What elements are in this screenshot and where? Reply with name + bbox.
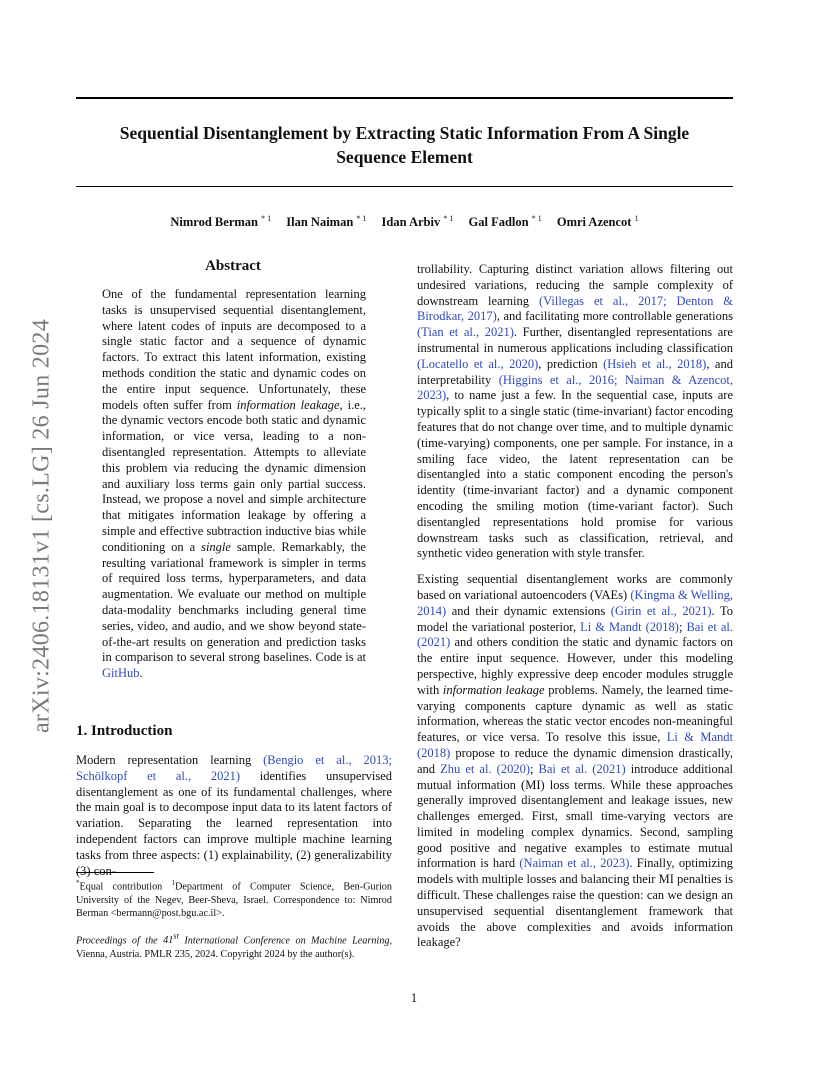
citation-link[interactable]: Zhu et al. (2020) — [440, 761, 530, 776]
title-bottom-rule — [76, 186, 733, 187]
citation-link[interactable]: (Tian et al., 2021) — [417, 325, 514, 340]
citation-link[interactable]: Li & Mandt (2018) — [417, 730, 733, 760]
title-line-1: Sequential Disentanglement by Extracting Static Information From A Single — [119, 123, 690, 143]
citation-link[interactable]: (Girin et al., 2021) — [610, 603, 712, 618]
citation-link[interactable]: (Naiman et al., 2023) — [519, 856, 630, 871]
paragraph: trollability. Capturing distinct variation allows filtering out undesired variations, reducing the sample complexity of downstream learning (Villegas et al., 2017; Denton & Birodkar, 2017), and facilitating more controllable generations (Tian et al., 2021). Further, disentangled representations are instrumental in numerous applications including classification (Locatello et al., 2020), prediction (Hsieh et al., 2018), and interpretability (Higgins et al., 2016; Naiman & Azencot, 2023), to name just a few. In the sequential case, inputs are typically split to a single static (time-invariant) factor encoding features that do not change over time, and to multiple dynamic (time-varying) components, one per sample. For instance, in a smiling face video, the latent representation can be disentangled into a static component encoding the person's identity (time-invariant factor) and a dynamic component encoding the smiling motion (time-variant factor). Such disentangled representations hold promise for various downstream tasks such as classification, retrieval, and synthetic video generation with style transfer. — [417, 262, 733, 561]
right-column — [417, 262, 733, 951]
footnote-rule — [76, 872, 154, 873]
arxiv-identifier: arXiv:2406.18131v1 [cs.LG] 26 Jun 2024 — [28, 318, 55, 734]
proceedings-note: Proceedings of the 41st International Conference on Machine Learning, Vienna, Austria. PMLR 235, 2024. Copyright 2024 by the author(s). — [76, 931, 392, 960]
page-number: 1 — [410, 991, 418, 1005]
citation-link[interactable]: (Bengio et al., 2013; Schölkopf et al., 2021) — [76, 753, 392, 783]
author: Gal Fadlon $^{* 1}$ — [468, 214, 542, 230]
abstract-body: One of the fundamental representation learning tasks is unsupervised sequential disentanglement, where latent codes of inputs are decomposed to a single static factor and a sequence of dynamic factors. To extract this latent information, existing methods condition the static and dynamic codes on the entire input sequence. Unfortunately, these models often suffer from information leakage, i.e., the dynamic vectors encode both static and dynamic information, or vice versa, leading to a non-disentangled representation. Attempts to alleviate this problem via reducing the dynamic dimension and auxiliary loss terms gain only partial success. Instead, we propose a novel and simple architecture that mitigates information leakage by offering a simple and effective subtraction inductive bias while conditioning on a single sample. Remarkably, the resulting variational framework is simpler in terms of required loss terms, hyperparameters, and data augmentation. We evaluate our method on multiple data-modality benchmarks including general time series, video, and audio, and we show beyond state-of-the-art results on generation and prediction tasks in comparison to several strong baselines. Code is at GitHub. — [102, 287, 366, 681]
section-heading-introduction: 1. Introduction — [76, 723, 173, 739]
author: Omri Azencot $^1$ — [556, 214, 639, 230]
author: Nimrod Berman $^{* 1}$ — [170, 214, 272, 230]
citation-link[interactable]: (Higgins et al., 2016; Naiman & Azencot, 2023) — [417, 372, 733, 403]
author: Ilan Naiman $^{* 1}$ — [286, 214, 367, 230]
title-line-2: Sequence Element — [336, 147, 473, 167]
citation-link[interactable]: Bai et al. (2021) — [538, 761, 626, 776]
footnote: *Equal contribution $^1$Department of Computer Science, Ben-Gurion University of the Negev, Beer-Sheva, Israel. Correspondence to: Nimrod Berman <bermann@post.bgu.ac.il>. — [76, 879, 392, 920]
paper-title — [76, 121, 733, 169]
author: Idan Arbiv $^{* 1}$ — [381, 214, 454, 230]
citation-link[interactable]: Li & Mandt (2018) — [580, 619, 679, 634]
top-rule — [76, 97, 733, 99]
paragraph: Existing sequential disentanglement works are commonly based on variational autoencoders (VAEs) (Kingma & Welling, 2014) and their dynamic extensions (Girin et al., 2021). To model the variational posterior, Li & Mandt (2018); Bai et al. (2021) and others condition the static and dynamic factors on the entire input sequence. However, under this modeling perspective, highly expressive deep encoder modules struggle with information leakage problems. Namely, the learned time-varying components capture dynamic as well as static information, whereas the static vector encodes non-meaningful features, or vice versa. To resolve this issue, Li & Mandt (2018) propose to reduce the dynamic dimension drastically, and Zhu et al. (2020); Bai et al. (2021) introduce additional mutual information (MI) loss terms. While these approaches generally improved disentanglement and leakage issues, new challenges emerged. First, small time-varying vectors are limited in modeling complex dynamics. Second, sampling good positive and negative examples to estimate mutual information is hard (Naiman et al., 2023). Finally, optimizing models with multiple losses and balancing their MI penalties is difficult. These challenges raise the question: can we design an unsupervised sequential disentanglement framework that avoids the above complexities and avoids information leakage? — [417, 572, 733, 950]
intro-paragraph: Modern representation learning (Bengio et al., 2013; Schölkopf et al., 2021) identifies unsupervised disentanglement as one of its fundamental challenges, where the main goal is to decompose input data to its latent factors of variation. Separating the learned representation into independent factors can improve multiple machine learning tasks from three aspects: (1) explainability, (2) generalizability (3) con- — [76, 753, 392, 878]
abstract-heading: Abstract — [205, 258, 261, 274]
citation-link[interactable]: (Hsieh et al., 2018) — [603, 356, 707, 371]
citation-link[interactable]: (Locatello et al., 2020) — [417, 356, 539, 371]
author-list — [76, 214, 733, 230]
citation-link[interactable]: (Kingma & Welling, 2014) — [417, 587, 733, 618]
citation-link[interactable]: (Villegas et al., 2017; Denton & Birodkar, 2017) — [417, 293, 733, 324]
citation-link[interactable]: Bai et al. (2021) — [417, 619, 733, 650]
github-link[interactable]: GitHub — [102, 666, 140, 681]
